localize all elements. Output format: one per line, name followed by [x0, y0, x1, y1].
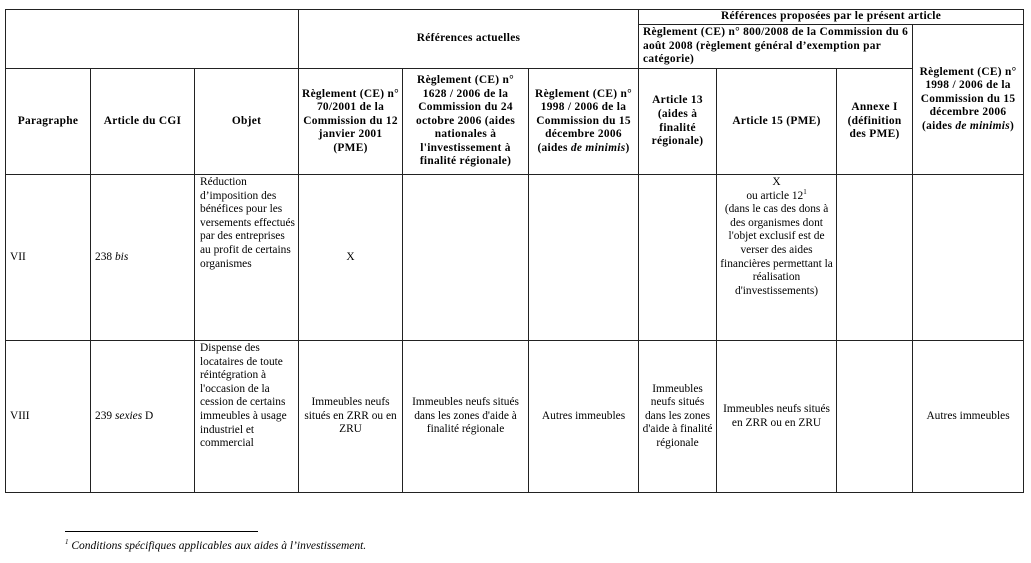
header-text: ): [625, 141, 630, 154]
col-reg-1998-current: [529, 69, 639, 175]
col-objet: Objet: [195, 69, 299, 175]
cell-article-15: [717, 175, 837, 341]
col-reg-70-2001: Règlement (CE) n° 70/2001 de la Commission du 12 janvier 2001 (PME): [299, 69, 403, 175]
header-text: Règlement (CE) n° 1998 / 2006 de la Commission du 15 décembre 2006 (aides: [535, 87, 633, 154]
cell-reg-70-2001: Immeubles neufs situés en ZRR ou en ZRU: [299, 341, 403, 493]
header-row-columns: [6, 69, 1024, 175]
footnote-ref[interactable]: 1: [803, 187, 807, 196]
footnote-marker: 1: [65, 538, 69, 547]
cell-reg-1998-current: Autres immeubles: [529, 341, 639, 493]
table-row: [6, 175, 1024, 341]
cell-annexe-1: [837, 341, 913, 493]
article-15-detail: (dans le cas des dons à des organismes dont l'objet exclusif est de verser des aides financières permettant la réalisation d'investissements): [720, 203, 833, 297]
header-italic: de minimis: [570, 141, 626, 154]
header-text: ): [1010, 119, 1015, 132]
col-article-cgi: Article du CGI: [91, 69, 195, 175]
article-number: 238: [95, 250, 113, 263]
cell-article-13: [639, 175, 717, 341]
table-row: [6, 341, 1024, 493]
cell-objet: Dispense des locataires de toute réintégration à l'occasion de la cession de certains immeubles à usage industriel et commercial: [195, 341, 299, 493]
cell-article-13: Immeubles neufs situés dans les zones d'aide à finalité régionale: [639, 341, 717, 493]
article-15-mark: X: [772, 176, 781, 188]
footnote-text: Conditions spécifiques applicables aux aides à l’investissement.: [71, 540, 367, 552]
cell-article-cgi: [91, 175, 195, 341]
article-number: 239: [95, 409, 113, 422]
header-text: Règlement (CE) n° 1998 / 2006 de la Commission du 15 décembre 2006 (aides: [919, 65, 1017, 132]
header-blank-cell: [6, 10, 299, 69]
footnote: [65, 540, 366, 552]
cell-reg-1998-current: [529, 175, 639, 341]
references-table: [5, 9, 1024, 493]
cell-paragraphe: VIII: [6, 341, 91, 493]
article-15-alt: ou article $12^1$: [746, 187, 807, 202]
header-reg-1998-proposed: [913, 25, 1024, 175]
col-paragraphe: Paragraphe: [6, 69, 91, 175]
col-reg-1628-2006: Règlement (CE) n° 1628 / 2006 de la Commission du 24 octobre 2006 (aides nationales à l'investissement à finalité régionale): [403, 69, 529, 175]
cell-reg-1998-proposed: Autres immeubles: [913, 341, 1024, 493]
cell-article-cgi: [91, 341, 195, 493]
cell-reg-70-2001: X: [299, 175, 403, 341]
cell-paragraphe: VII: [6, 175, 91, 341]
article-suffix: sexies: [114, 409, 143, 422]
col-article-15: Article 15 (PME): [717, 69, 837, 175]
header-reg-800-2008: Règlement (CE) n° 800/2008 de la Commission du 6 août 2008 (règlement général d’exemption par catégorie): [639, 25, 913, 69]
header-group-current: Références actuelles: [299, 10, 639, 69]
footnote-separator: [65, 531, 258, 532]
cell-objet: Réduction d’imposition des bénéfices pour les versements effectués par des entreprises au profit de certains organismes: [195, 175, 299, 341]
header-row-groups: [6, 10, 1024, 25]
col-annexe-1: Annexe I (définition des PME): [837, 69, 913, 175]
cell-reg-1998-proposed: [913, 175, 1024, 341]
col-article-13: Article 13 (aides à finalité régionale): [639, 69, 717, 175]
header-group-proposed: Références proposées par le présent article: [639, 10, 1024, 25]
cell-annexe-1: [837, 175, 913, 341]
article-suffix: bis: [114, 250, 129, 263]
header-italic: de minimis: [955, 119, 1011, 132]
cell-reg-1628-2006: [403, 175, 529, 341]
article-tail: D: [145, 409, 154, 422]
cell-article-15: Immeubles neufs situés en ZRR ou en ZRU: [717, 341, 837, 493]
cell-reg-1628-2006: Immeubles neufs situés dans les zones d'aide à finalité régionale: [403, 341, 529, 493]
